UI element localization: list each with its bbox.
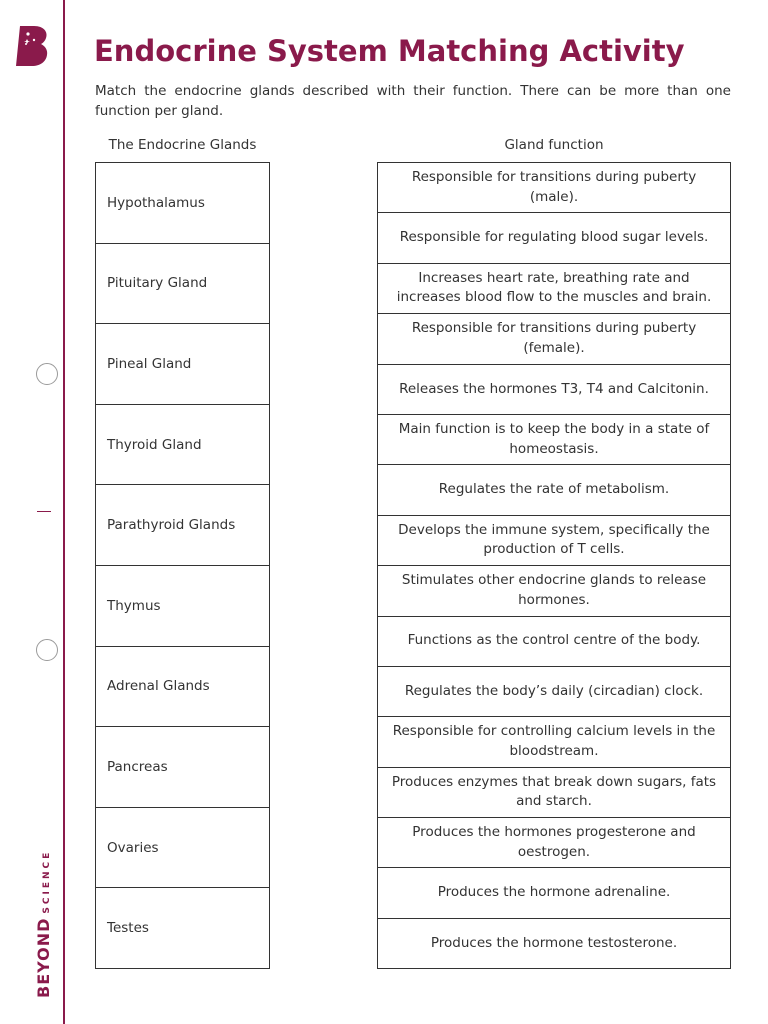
gland-row: Pineal Gland bbox=[96, 324, 269, 405]
function-row: Produces enzymes that break down sugars, fats and starch. bbox=[378, 768, 730, 818]
glands-table bbox=[95, 162, 270, 969]
function-row: Responsible for transitions during puberty (female). bbox=[378, 314, 730, 364]
function-row: Produces the hormone testosterone. bbox=[378, 919, 730, 969]
beyond-logo-icon bbox=[14, 24, 52, 66]
function-row: Releases the hormones T3, T4 and Calcitonin. bbox=[378, 365, 730, 415]
glands-column-header: The Endocrine Glands bbox=[108, 137, 257, 153]
gland-row: Testes bbox=[96, 888, 269, 969]
page-margin-line bbox=[63, 0, 65, 1024]
gland-row: Hypothalamus bbox=[96, 163, 269, 244]
title-bold: Matching Activity bbox=[397, 34, 685, 68]
punch-hole-bottom bbox=[36, 639, 58, 661]
function-row: Responsible for transitions during puberty (male). bbox=[378, 163, 730, 213]
function-row: Responsible for controlling calcium levels in the bloodstream. bbox=[378, 717, 730, 767]
function-row: Functions as the control centre of the body. bbox=[378, 617, 730, 667]
gland-row: Parathyroid Glands bbox=[96, 485, 269, 566]
gland-row: Thymus bbox=[96, 566, 269, 647]
brand-sub: SCIENCE bbox=[42, 849, 52, 914]
function-row: Produces the hormones progesterone and oestrogen. bbox=[378, 818, 730, 868]
function-row: Regulates the rate of metabolism. bbox=[378, 465, 730, 515]
punch-center-mark bbox=[37, 511, 51, 512]
functions-table bbox=[377, 162, 731, 969]
punch-hole-top bbox=[36, 363, 58, 385]
brand-vertical-text bbox=[34, 850, 53, 998]
gland-row: Adrenal Glands bbox=[96, 647, 269, 728]
functions-column-header: Gland function bbox=[504, 137, 604, 153]
function-row: Develops the immune system, specifically the production of T cells. bbox=[378, 516, 730, 566]
function-row: Main function is to keep the body in a state of homeostasis. bbox=[378, 415, 730, 465]
gland-row: Thyroid Gland bbox=[96, 405, 269, 486]
brand-word: BEYOND bbox=[34, 917, 53, 998]
function-row: Increases heart rate, breathing rate and increases blood flow to the muscles and brain. bbox=[378, 264, 730, 314]
instructions-text: Match the endocrine glands described with their function. There can be more than one function per gland. bbox=[95, 83, 731, 119]
function-row: Produces the hormone adrenaline. bbox=[378, 868, 730, 918]
title-regular: Endocrine System bbox=[94, 34, 388, 68]
function-row: Stimulates other endocrine glands to release hormones. bbox=[378, 566, 730, 616]
page-title bbox=[94, 34, 685, 68]
function-row: Regulates the body’s daily (circadian) clock. bbox=[378, 667, 730, 717]
gland-row: Ovaries bbox=[96, 808, 269, 889]
function-row: Responsible for regulating blood sugar levels. bbox=[378, 213, 730, 263]
gland-row: Pituitary Gland bbox=[96, 244, 269, 325]
gland-row: Pancreas bbox=[96, 727, 269, 808]
